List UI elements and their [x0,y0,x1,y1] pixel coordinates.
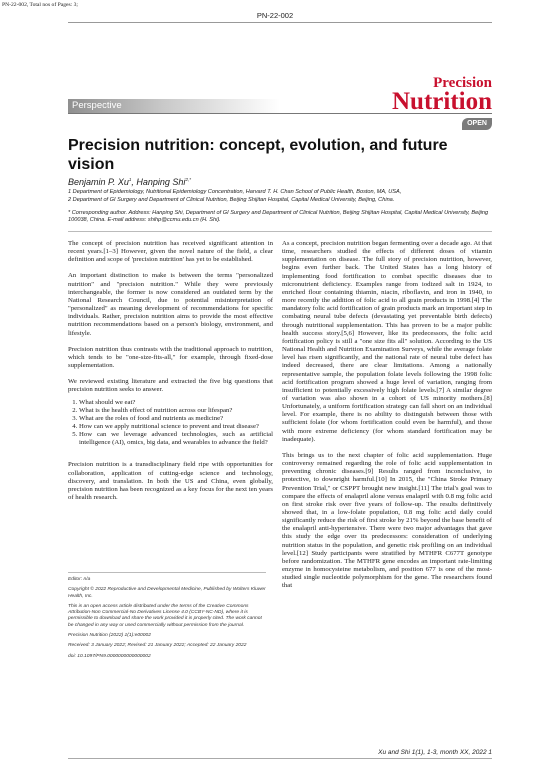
affiliation-2: 2 Department of GI Surgery and Department of Clinical Nutrition, Beijing Shijitan Hospital, Capital Medical University, Beijing, China. [68,197,395,203]
author-names: Benjamin P. Xu$^1$, Hanping Shi$^{2,*}$ [68,177,191,187]
page-footer: Xu and Shi 1(1), 1-3, month XX, 2022 1 [378,749,492,756]
doi-link[interactable]: doi: 10.1097/PN9.0000000000000002 [68,653,151,659]
paragraph: Precision nutrition thus contrasts with the traditional approach to nutrition, which tends to be "one-size-fits-all," for example, through fixed-dose supplementation. [68,345,273,370]
dates-line: Received: 3 January 2022; Revised: 21 January 2022; Accepted: 22 January 2022 [68,643,247,649]
journal-logo-line1: Precision [433,75,492,91]
paragraph: As a concept, precision nutrition began fermenting over a decade ago. At that time, researchers studied the effects of different doses of vitamin supplementation on disease. The full story of precision nutrition, however, begins even further back. The United States has a long history of implementing food fortification to combat specific diseases due to micronutrient deficiency. Examples range from iodized salt in 1924, to enriched flour containing thiamin, niacin, riboflavin, and iron in 1940, to more recently the addition of folic acid to all grain products in 1998.[4] The mandatory folic acid fortification of grain products mark an important step in combating neural tube defects (devastating yet preventable birth defects) through nutritional supplementation. This has proven to be a major public health success story.[5,6] However, like its predecessors, the folic acid fortification policy is still a "one size fits all" solution. According to the US National Health and Nutrition Examination Surveys, while the average folate level has risen significantly, and the national rate of neural tube defect has indeed decreased, there are clear limitations. Among a nationally representative sample, the population folate levels following the 1998 folic acid fortification program showed a huge level of variation, ranging from insufficient to potentially excessively high folate levels.[7] A similar degree of variation was also shown in a cohort of US minority mothers.[8] Unfortunately, a uniform fortification strategy can fall short on an individual level. For example, there is no ability to distinguish between those with sufficient folate (for whom fortification could even be harmful), and those with more extreme deficiency (for whom standard fortification may be inadequate). [282,240,492,443]
question-list [68,399,273,448]
paragraph: The concept of precision nutrition has received significant attention in recent years.[1–3] However, given the novel nature of the field, a clear definition and scope of 'precision nutrition' has yet to be established. [68,240,273,264]
paragraph: We reviewed existing literature and extracted the five big questions that precision nutrition seeks to answer. [68,378,273,394]
correspondence-note: * Corresponding author. Address: Hanping Shi, Department of GI Surgery and Department of Clinical Nutrition, Beijing Shijitan Hospital, Capital Medical University, Beijing 100038, China. E-mail address: shihp@ccmu.edu.cn (H. Shi). [68,210,489,224]
journal-logo-line2: Nutrition [392,88,492,115]
list-item: 1. What should we eat? [79,399,273,407]
abstract-divider [68,231,492,232]
author-list [68,177,191,187]
citation-line: Precision Nutrition (2022) 1(1):e00002 [68,633,151,639]
page-count-label: PN-22-002, Total nos of Pages: 3; [2,2,78,8]
open-access-badge: OPEN [462,118,492,130]
list-item: 2. What is the health effect of nutrition across our lifespan? [79,407,273,415]
paragraph: This brings us to the next chapter of folic acid supplementation. Huge controversy remained regarding the role of folic acid supplementation in preventing chronic diseases.[9] Results ranged from inconclusive, to protective, to downright harmful.[10] In 2015, the "China Stroke Primary Prevention Trial," or CSPPT brought new insight.[11] The trial's goal was to compare the effects of enalapril alone versus enalapril with 0.8 mg folic acid on first stroke risk over five years of follow-up. The results definitively showed that, in a low-folate population, 0.8 mg folic acid daily could significantly reduce the risk of first stroke by 21% beyond the base benefit of the enalapril anti-hypertensive. There were two major advantages that gave this study the edge over its predecessors: consideration of underlying nutrition status in the population, and genetic risk profiling on an individual level.[12] Study participants were stratified by MTHFR C677T genotype before randomization. The MTHFR gene encodes an important rate-limiting enzyme in homocysteine metabolism, and position 677 is one of the most-studied single nucleotide polymorphism for the gene. The researchers found that [282,451,492,590]
editor-line: Editor: n/a [68,577,91,582]
footer-divider [68,758,492,759]
document-id: PN-22-002 [256,11,294,20]
copyright-line: Copyright © 2022 Reproductive and Developmental Medicine, Published by Wolters Kluwer Health, Inc. [68,587,266,599]
left-column [68,240,273,502]
article-info [68,577,266,664]
list-item: 3. What are the roles of food and nutrients as medicine? [79,415,273,423]
section-divider [68,113,492,114]
article-title: Precision nutrition: concept, evolution, and future vision [68,137,448,173]
paragraph: Precision nutrition is a transdisciplinary field ripe with opportunities for collaboration, application of cutting-edge science and technology, discovery, and translation. In both the US and China, even globally, precision nutrition has been recognized as a key focus for the next ten years of health research. [68,461,273,502]
list-item: 5. How can we leverage advanced technologies, such as artificial intelligence (AI), omics, big data, and wearables to advance the field? [79,431,273,447]
right-column [282,240,492,591]
info-divider [68,572,266,573]
section-label: Perspective [68,99,280,113]
header-divider [68,22,492,23]
affiliation-1: 1 Department of Epidemiology, Nutritional Epidemiology Concentration, Harvard T. H. Chan School of Public Health, Boston, MA, USA, [68,189,402,195]
paragraph: An important distinction to make is between the terms "personalized nutrition" and "precision nutrition." While they were previously interchangeable, the former is now considered an outdated term by the National Research Council, due to potential misinterpretation of "personalized" as meaning development of recommendations for specific individuals. Rather, precision nutrition aims to provide the most effective nutrition recommendations based on a person's biology, environment, and lifestyle. [68,272,273,337]
license-text: This is an open access article distributed under the terms of the Creative Commons Attribution-Non Commercial-No Derivatives License 4.0 (CCBY-NC-ND), where it is permissible to download and share the work provided it is properly cited. The work cannot be changed in any way or used commercially without permission from the journal. [68,603,262,628]
list-item: 4. How can we apply nutritional science to prevent and treat disease? [79,423,273,431]
